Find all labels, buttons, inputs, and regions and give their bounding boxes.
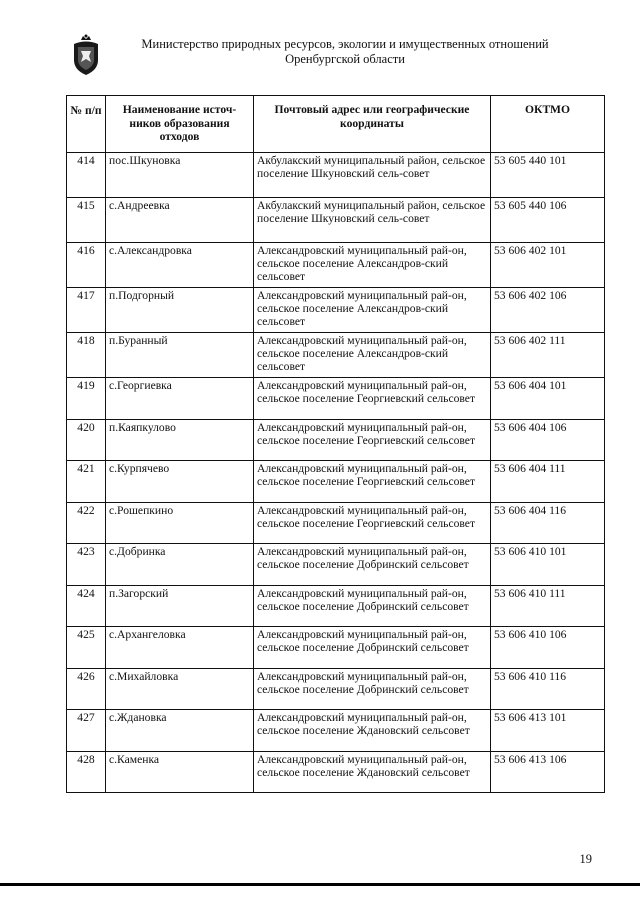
column-header-address: Почтовый адрес или географические координаты [254, 96, 491, 153]
table-row [67, 288, 605, 333]
source-address: Александровский муниципальный рай-он, сельское поселение Георгиевский сельсовет [254, 419, 491, 461]
source-address: Александровский муниципальный рай-он, сельское поселение Александров-ский сельсовет [254, 243, 491, 288]
table-row [67, 198, 605, 243]
oktmo-code: 53 606 410 101 [491, 544, 605, 586]
table-header-row [67, 96, 605, 153]
row-number: 417 [67, 288, 106, 333]
oktmo-code: 53 606 404 116 [491, 502, 605, 544]
oktmo-code: 53 606 410 116 [491, 668, 605, 710]
table-row [67, 461, 605, 503]
source-address: Александровский муниципальный рай-он, сельское поселение Георгиевский сельсовет [254, 461, 491, 503]
source-address: Александровский муниципальный рай-он, сельское поселение Ждановский сельсовет [254, 751, 491, 793]
oktmo-code: 53 606 402 101 [491, 243, 605, 288]
source-name: с.Добринка [106, 544, 254, 586]
source-name: с.Рошепкино [106, 502, 254, 544]
row-number: 414 [67, 153, 106, 198]
row-number: 427 [67, 710, 106, 752]
row-number: 415 [67, 198, 106, 243]
source-address: Александровский муниципальный рай-он, сельское поселение Ждановский сельсовет [254, 710, 491, 752]
oktmo-code: 53 605 440 106 [491, 198, 605, 243]
table-row [67, 585, 605, 627]
column-header-name: Наименование источ-ников образования отходов [106, 96, 254, 153]
source-address: Акбулакский муниципальный район, сельское поселение Шкуновский сель-совет [254, 153, 491, 198]
table-row [67, 333, 605, 378]
column-header-oktmo: ОКТМО [491, 96, 605, 153]
source-name: с.Михайловка [106, 668, 254, 710]
source-name: п.Каяпкулово [106, 419, 254, 461]
source-name: с.Андреевка [106, 198, 254, 243]
source-address: Александровский муниципальный рай-он, сельское поселение Александров-ский сельсовет [254, 288, 491, 333]
row-number: 426 [67, 668, 106, 710]
source-address: Акбулакский муниципальный район, сельское поселение Шкуновский сель-совет [254, 198, 491, 243]
source-name: с.Ждановка [106, 710, 254, 752]
source-address: Александровский муниципальный рай-он, сельское поселение Георгиевский сельсовет [254, 502, 491, 544]
row-number: 423 [67, 544, 106, 586]
oktmo-code: 53 606 402 111 [491, 333, 605, 378]
column-header-number: № п/п [67, 96, 106, 153]
source-address: Александровский муниципальный рай-он, сельское поселение Добринский сельсовет [254, 668, 491, 710]
source-name: с.Георгиевка [106, 378, 254, 420]
row-number: 425 [67, 627, 106, 669]
table-row [67, 627, 605, 669]
table-row [67, 153, 605, 198]
table-row [67, 502, 605, 544]
source-name: с.Каменка [106, 751, 254, 793]
table-row [67, 544, 605, 586]
row-number: 420 [67, 419, 106, 461]
source-address: Александровский муниципальный рай-он, сельское поселение Добринский сельсовет [254, 544, 491, 586]
source-address: Александровский муниципальный рай-он, сельское поселение Добринский сельсовет [254, 585, 491, 627]
table-row [67, 668, 605, 710]
oktmo-code: 53 606 402 106 [491, 288, 605, 333]
source-name: пос.Шкуновка [106, 153, 254, 198]
row-number: 422 [67, 502, 106, 544]
source-name: с.Архангеловка [106, 627, 254, 669]
table-row [67, 710, 605, 752]
row-number: 428 [67, 751, 106, 793]
oktmo-code: 53 606 404 106 [491, 419, 605, 461]
source-name: с.Александровка [106, 243, 254, 288]
source-name: п.Подгорный [106, 288, 254, 333]
source-name: с.Курпячево [106, 461, 254, 503]
oktmo-code: 53 606 410 111 [491, 585, 605, 627]
table-row [67, 419, 605, 461]
table-row [67, 378, 605, 420]
oktmo-code: 53 606 410 106 [491, 627, 605, 669]
table-row [67, 243, 605, 288]
page-number: 19 [579, 852, 592, 866]
ministry-name: Министерство природных ресурсов, экологии и имущественных отношений [141, 37, 549, 51]
row-number: 424 [67, 585, 106, 627]
oktmo-code: 53 605 440 101 [491, 153, 605, 198]
oktmo-code: 53 606 413 106 [491, 751, 605, 793]
coat-of-arms-icon [71, 34, 101, 76]
oktmo-code: 53 606 404 101 [491, 378, 605, 420]
source-name: п.Буранный [106, 333, 254, 378]
oktmo-code: 53 606 404 111 [491, 461, 605, 503]
table-row [67, 751, 605, 793]
ministry-header [110, 37, 580, 67]
region-name: Оренбургской области [285, 52, 405, 66]
row-number: 418 [67, 333, 106, 378]
waste-sources-table [66, 95, 605, 793]
row-number: 421 [67, 461, 106, 503]
row-number: 419 [67, 378, 106, 420]
source-address: Александровский муниципальный рай-он, сельское поселение Георгиевский сельсовет [254, 378, 491, 420]
source-address: Александровский муниципальный рай-он, сельское поселение Александров-ский сельсовет [254, 333, 491, 378]
source-address: Александровский муниципальный рай-он, сельское поселение Добринский сельсовет [254, 627, 491, 669]
source-name: п.Загорский [106, 585, 254, 627]
bottom-divider [0, 883, 640, 886]
row-number: 416 [67, 243, 106, 288]
oktmo-code: 53 606 413 101 [491, 710, 605, 752]
